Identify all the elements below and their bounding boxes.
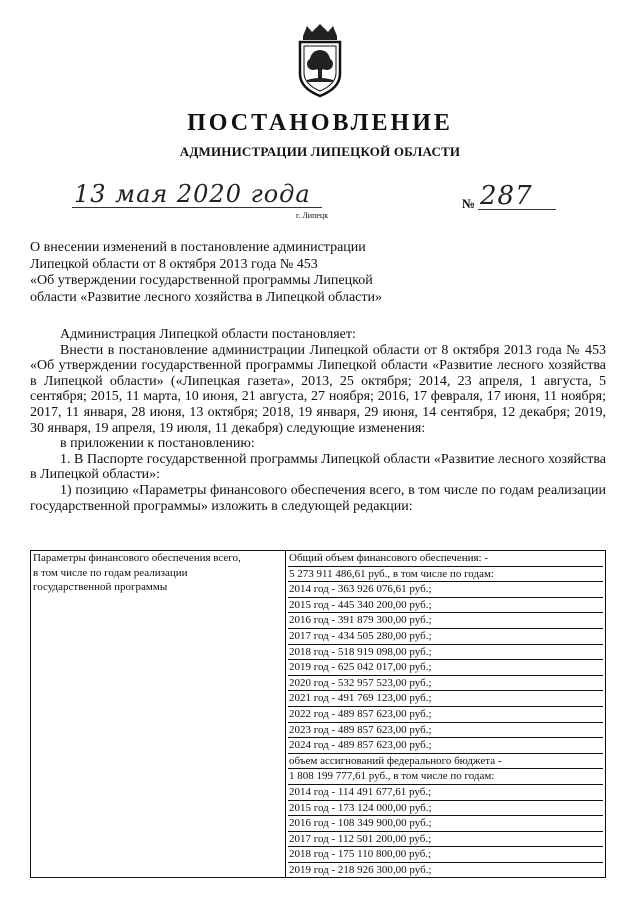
body-paragraph: Администрация Липецкой области постановляет: [60,327,356,342]
cell-line: Параметры финансового обеспечения всего, [33,552,241,564]
cell-line: объем ассигнований федерального бюджета - [288,754,603,770]
cell-line: 2014 год - 363 926 076,61 руб.; [288,582,603,598]
financing-table [30,550,606,878]
table-row [31,551,606,878]
cell-line: 2015 год - 173 124 000,00 руб.; [288,801,603,817]
cell-line: 2018 год - 175 110 800,00 руб.; [288,847,603,863]
number-underline [478,209,556,210]
subject-line: О внесении изменений в постановление администрации [30,240,366,255]
date-underline [72,207,322,208]
coat-of-arms-icon [293,22,347,98]
cell-line: государственной программы [33,581,168,594]
subject-line: области «Развитие лесного хозяйства в Липецкой области» [30,289,382,305]
handwritten-date: 13 мая 2020 года [74,180,311,208]
cell-line: Общий объем финансового обеспечения: - [288,551,603,567]
table-cell-values [286,551,606,878]
cell-line: 2014 год - 114 491 677,61 руб.; [288,785,603,801]
subject-line: «Об утверждении государственной программы Липецкой [30,273,373,288]
handwritten-number: 287 [480,181,533,211]
document-subject [30,240,450,306]
cell-line: 2015 год - 445 340 200,00 руб.; [288,598,603,614]
document-body [30,327,606,514]
cell-line: 2017 год - 112 501 200,00 руб.; [288,832,603,848]
body-paragraph: в приложении к постановлению: [60,436,255,452]
cell-line: 2024 год - 489 857 623,00 руб.; [288,738,603,754]
body-paragraph: 1. В Паспорте государственной программы Липецкой области «Развитие лесного хозяйства в Липецкой области»: [30,451,606,483]
cell-line: 2016 год - 108 349 900,00 руб.; [288,816,603,832]
cell-line: 2018 год - 518 919 098,00 руб.; [288,645,603,661]
body-paragraph: Внести в постановление администрации Липецкой области от 8 октября 2013 года № 453 «Об утверждении государственной программы Липецкой области «Развитие лесного хозяйства в Липецкой области» («Липецкая газета», 2013, 25 октября; 2014, 23 апреля, 1 августа, 5 сентября; 2015, 11 марта, 10 июня, 21 августа, 27 ноября; 2016, 17 февраля, 17 июня, 11 ноября; 2017, 11 января, 28 июня, 13 октября; 2018, 19 января, 29 июня, 14 сентября, 12 декабря; 2019, 30 января, 19 апреля, 19 июля, 11 декабря) следующие изменения: [30,342,606,436]
cell-line: 2019 год - 218 926 300,00 руб.; [289,863,432,876]
document-title: ПОСТАНОВЛЕНИЕ [187,110,453,136]
table-cell-parameter [31,551,286,878]
cell-line: 2020 год - 532 957 523,00 руб.; [288,676,603,692]
body-paragraph: 1) позицию «Параметры финансового обеспечения всего, в том числе по годам реализации государственной программы» изложить в следующей редакции: [30,482,606,514]
cell-line: 2022 год - 489 857 623,00 руб.; [288,707,603,723]
cell-line: 1 808 199 777,61 руб., в том числе по годам: [288,769,603,785]
cell-line: 2021 год - 491 769 123,00 руб.; [288,691,603,707]
city-label: г. Липецк [296,211,329,220]
subject-line: Липецкой области от 8 октября 2013 года № 453 [30,256,318,272]
number-label: № [462,196,476,211]
document-subtitle: АДМИНИСТРАЦИИ ЛИПЕЦКОЙ ОБЛАСТИ [179,144,461,159]
cell-line: 2016 год - 391 879 300,00 руб.; [288,613,603,629]
cell-line: 2019 год - 625 042 017,00 руб.; [288,660,603,676]
cell-line: 5 273 911 486,61 руб., в том числе по годам: [288,567,603,583]
cell-line: 2017 год - 434 505 280,00 руб.; [288,629,603,645]
cell-line: в том числе по годам реализации [33,566,188,579]
cell-line: 2023 год - 489 857 623,00 руб.; [288,723,603,739]
